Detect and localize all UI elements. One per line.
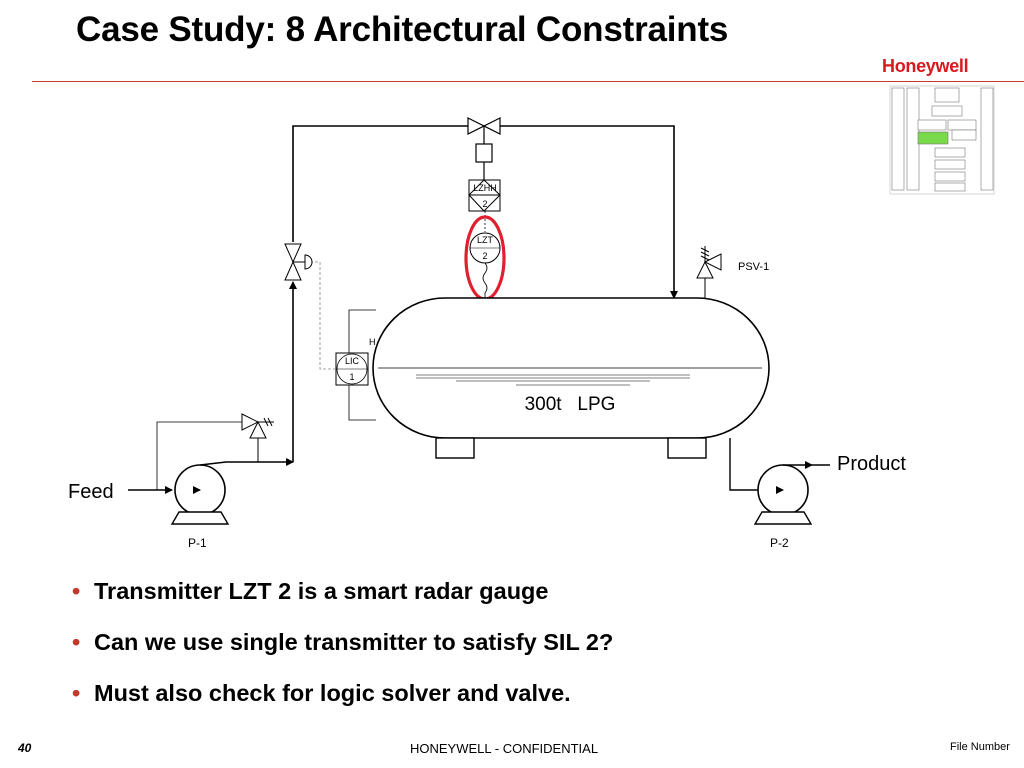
tank-saddle-left: [436, 438, 474, 458]
flowchart-thumbnail: [890, 86, 994, 194]
bullet-dot-icon: •: [72, 629, 81, 655]
bullet-list: [72, 578, 613, 731]
bullet-text: Must also check for logic solver and valve.: [94, 680, 571, 706]
top-return-line: [293, 126, 468, 242]
slide-title: Case Study: 8 Architectural Constraints: [76, 10, 729, 49]
top-shutdown-valve: [468, 118, 500, 180]
lzt-number: 2: [482, 251, 488, 261]
lzhh-number: 2: [482, 199, 488, 209]
pump-p1-label: P-1: [188, 536, 207, 550]
radar-connection: [483, 263, 487, 300]
level-h-label: H: [369, 337, 376, 347]
bullet-item: [72, 578, 613, 629]
pump-p2-triangle: [755, 512, 811, 524]
tank-saddle-right: [668, 438, 706, 458]
confidential-notice: HONEYWELL - CONFIDENTIAL: [410, 741, 599, 756]
feed-label: Feed: [68, 481, 114, 503]
lzt-tag: LZT: [476, 235, 494, 245]
bullet-dot-icon: •: [72, 680, 81, 706]
level-control-valve: [285, 244, 312, 280]
pump-p1-discharge: [200, 462, 293, 465]
product-label: Product: [837, 453, 906, 475]
top-line-to-tank: [500, 126, 674, 298]
honeywell-logo: Honeywell: [882, 56, 969, 76]
bullet-text: Can we use single transmitter to satisfy SIL 2?: [94, 629, 614, 655]
lic-signal-line: [310, 262, 336, 369]
bullet-item: [72, 680, 613, 731]
page-number: 40: [18, 741, 32, 755]
bullet-item: [72, 629, 613, 680]
bullet-text: Transmitter LZT 2 is a smart radar gauge: [94, 578, 549, 604]
psv-label: PSV-1: [738, 261, 770, 273]
bullet-dot-icon: •: [72, 578, 81, 604]
lzhh-tag: LZHH: [473, 183, 497, 193]
lic-number: 1: [349, 372, 355, 382]
p1-relief-valve: [242, 414, 274, 462]
file-number: File Number: [950, 741, 1010, 753]
pump-p2-label: P-2: [770, 536, 789, 550]
psv-1-relief-valve: [697, 246, 721, 298]
tank-label: 300t LPG: [524, 394, 616, 415]
lic-tag: LIC: [344, 356, 360, 366]
pump-p1-triangle: [172, 512, 228, 524]
